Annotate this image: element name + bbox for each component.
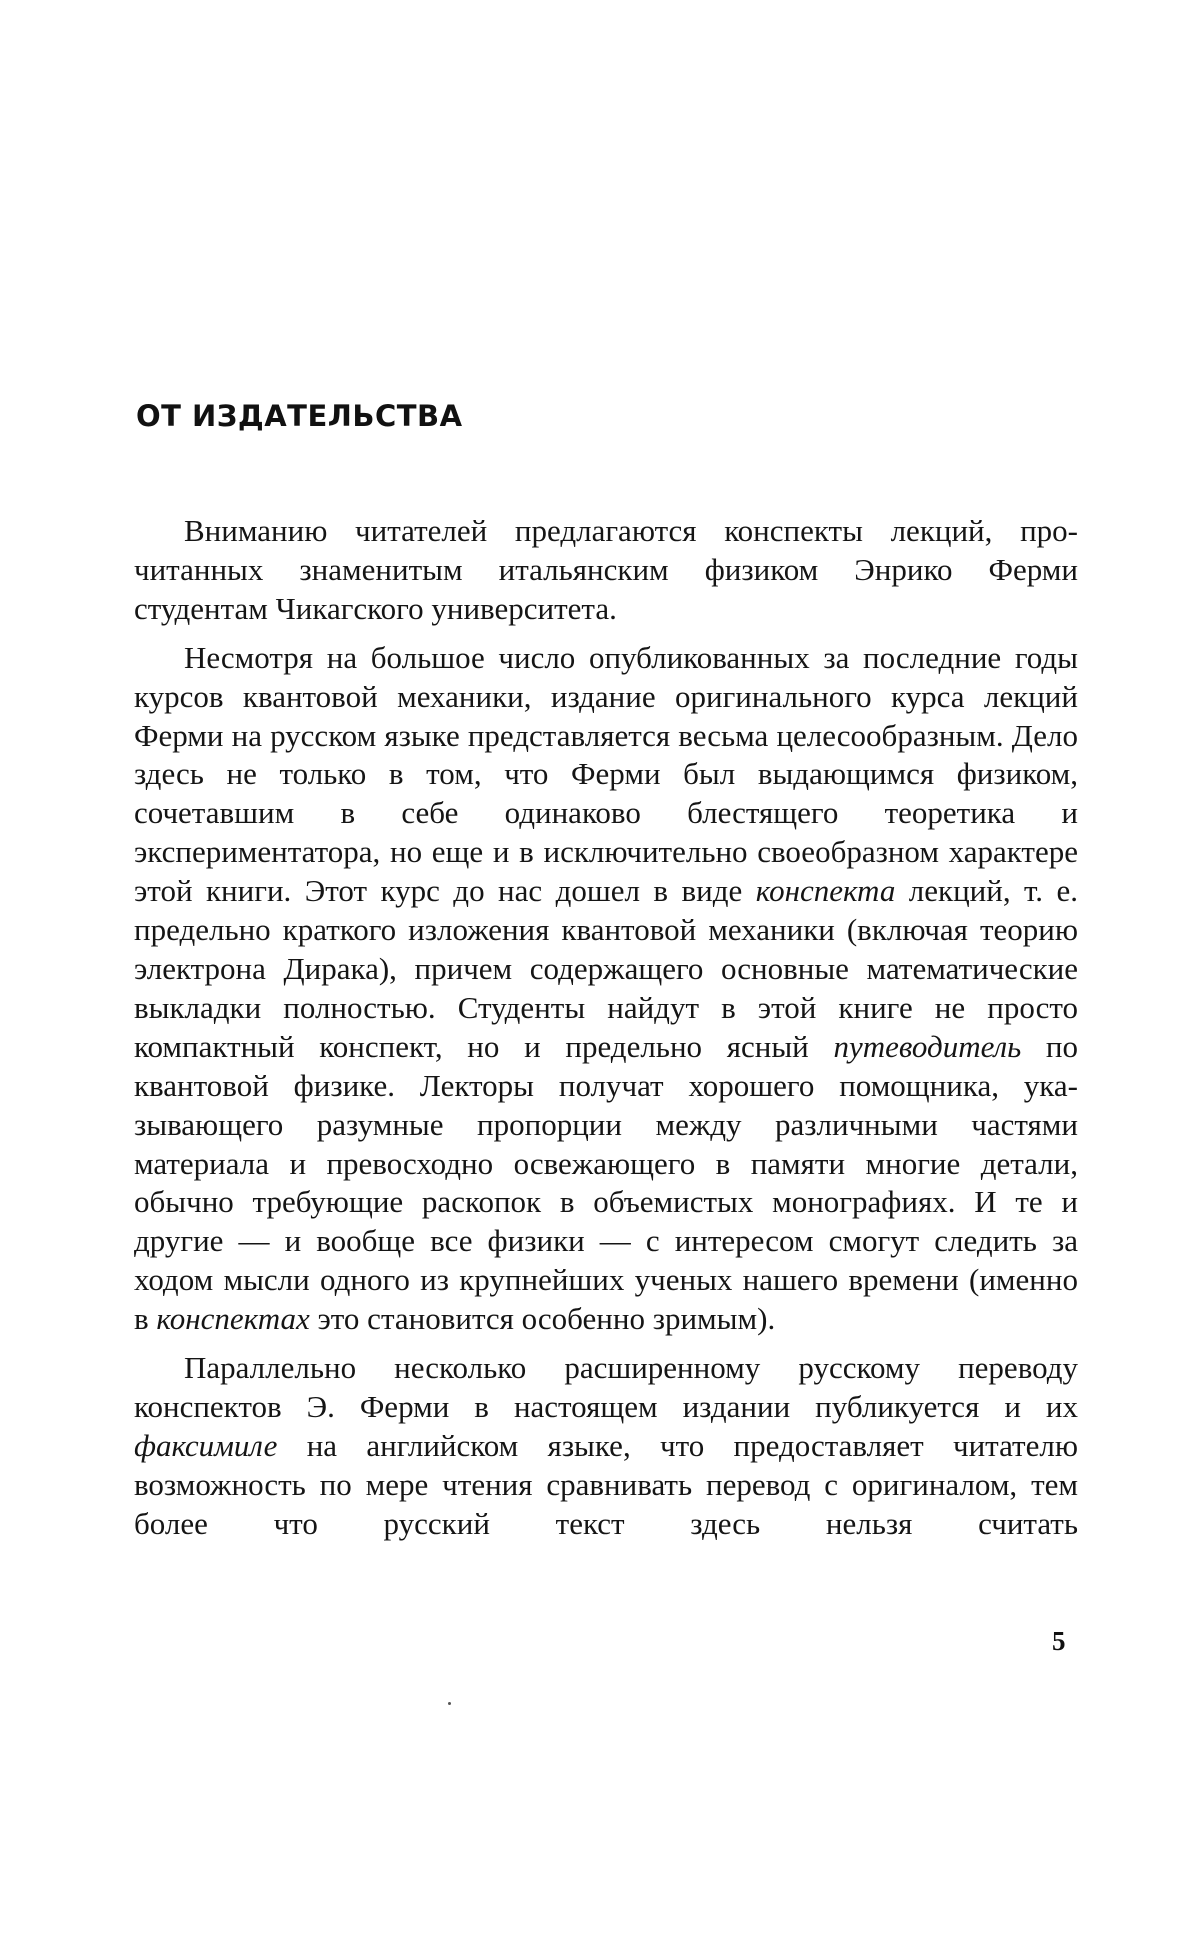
- page-number: 5: [1052, 1626, 1066, 1656]
- emphasis-text: конспектах: [156, 1301, 310, 1337]
- text-segment: Параллельно несколько расширенному русскому переводу конспектов Э. Ферми в настоящем издании публикуется и их: [134, 1350, 1078, 1424]
- text-segment: Несмотря на большое число опубликованных за последние годы курсов квантовой механики, издание оригинального курса лекций Ферми на русском языке представляется весьма целесообразным. Дело здесь не только в том, что Ферми был выдающимся физиком, сочетавшим в себе одинаково блестящего теоретика и экспериментатора, но еще и в исключительно своеобразном характере этой книги. Этот курс до нас дошел в виде: [134, 639, 1078, 909]
- text-segment: по квантовой физике. Лекторы получат хорошего помощника, указывающего разумные пропорции между различными частями материала и превосходно освежающего в памяти многие детали, обычно требующие раскопок в объемистых монографиях. И те и другие — и вообще все физики — с интересом смогут следить за ходом мысли одного из крупнейших ученых нашего времени (именно в: [134, 1028, 1078, 1337]
- paragraph: [134, 639, 1078, 1339]
- section-heading: ОТ ИЗДАТЕЛЬСТВА: [136, 399, 463, 433]
- print-speck: [448, 1702, 451, 1705]
- text-segment: лекций, т. е. предельно краткого изложения квантовой механики (включая теорию электрона Дирака), причем содержащего основные математические выкладки полностью. Студенты найдут в этой книге не просто компактный конспект, но и предельно ясный: [134, 873, 1078, 1064]
- body-text: [134, 512, 1078, 1554]
- text-segment: Вниманию читателей предлагаются конспекты лекций, прочитанных знаменитым итальянским физиком Энрико Ферми студентам Чикагского университета.: [134, 513, 1078, 626]
- paragraph: [134, 512, 1078, 629]
- emphasis-text: конспекта: [755, 873, 896, 909]
- text-segment: на английском языке, что предоставляет читателю возможность по мере чтения сравнивать перевод с оригиналом, тем более что русский текст здесь нельзя считать: [134, 1427, 1078, 1541]
- text-segment: это становится особенно зримым).: [309, 1301, 776, 1337]
- paragraph: [134, 1349, 1078, 1544]
- emphasis-text: путеводитель: [833, 1028, 1022, 1064]
- emphasis-text: факсимиле: [134, 1427, 278, 1463]
